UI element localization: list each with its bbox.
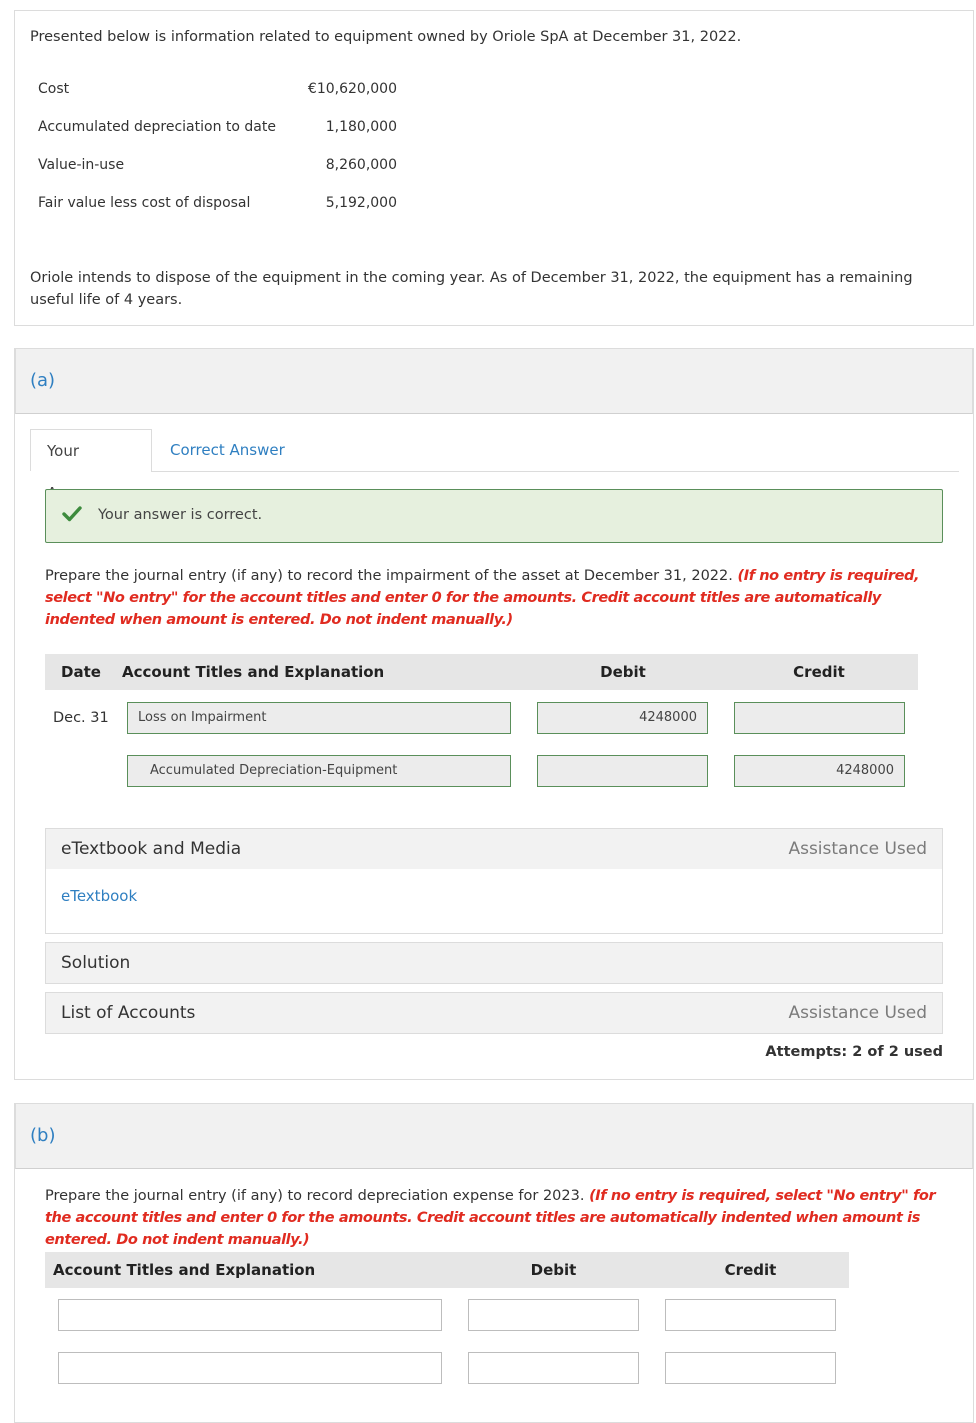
tab-correct-answer[interactable]: Correct Answer — [170, 441, 285, 459]
problem-statement-panel — [14, 10, 974, 326]
header-b-credit: Credit — [724, 1261, 777, 1279]
part-a-instruction — [45, 565, 940, 631]
part-b-header — [15, 1103, 973, 1169]
solution-title: Solution — [61, 953, 131, 973]
tab-your-answer[interactable]: Your — [30, 429, 152, 471]
credit-field-row-2[interactable]: 4248000 — [734, 755, 905, 787]
header-credit: Credit — [793, 663, 845, 681]
part-b-instruction — [45, 1185, 940, 1251]
header-account: Account Titles and Explanation — [122, 663, 385, 681]
debit-field-row-2[interactable] — [537, 755, 708, 787]
part-b-instruction-red: (If no entry is required, select "No entry" for the account titles and enter 0 for the amounts. Credit account titles are automatically indented when amount is entered. Do not indent manually.) — [45, 1188, 936, 1248]
row-label-accumulated-depreciation: Accumulated depreciation to date — [38, 119, 276, 135]
header-debit: Debit — [600, 663, 646, 681]
part-b-label: (b) — [30, 1125, 56, 1146]
row-label-value-in-use: Value-in-use — [38, 157, 125, 173]
part-a-instruction-red: (If no entry is required, select "No entry" for the account titles and enter 0 for the amounts. Credit account titles are automatically indented when amount is entered. Do not indent manually.) — [45, 568, 920, 628]
header-b-account: Account Titles and Explanation — [53, 1261, 316, 1279]
b-account-field-row-2[interactable] — [58, 1352, 442, 1384]
etextbook-accordion-body — [45, 869, 943, 934]
journal-table-header — [45, 654, 918, 690]
accounts-title: List of Accounts — [61, 1003, 196, 1023]
b-debit-field-row-2[interactable] — [468, 1352, 639, 1384]
part-b-instruction-text: Prepare the journal entry (if any) to record depreciation expense for 2023. — [45, 1188, 585, 1204]
etextbook-accordion-header[interactable] — [45, 828, 943, 870]
row-value-accumulated-depreciation: 1,180,000 — [325, 119, 397, 135]
attempts-counter: Attempts: 2 of 2 used — [765, 1044, 943, 1060]
b-debit-field-row-1[interactable] — [468, 1299, 639, 1331]
feedback-text: Your answer is correct. — [98, 507, 263, 523]
tab-bar-divider — [151, 471, 959, 472]
journal-table-b-header — [45, 1252, 849, 1288]
feedback-box — [45, 489, 943, 543]
b-account-field-row-1[interactable] — [58, 1299, 442, 1331]
checkmark-icon — [62, 505, 82, 523]
etextbook-link[interactable]: eTextbook — [61, 887, 138, 905]
account-field-row-2[interactable]: Accumulated Depreciation-Equipment — [127, 755, 511, 787]
journal-row-date: Dec. 31 — [53, 710, 109, 726]
row-value-fair-value: 5,192,000 — [325, 195, 397, 211]
credit-field-row-1[interactable] — [734, 702, 905, 734]
b-credit-field-row-2[interactable] — [665, 1352, 836, 1384]
problem-note: Oriole intends to dispose of the equipment in the coming year. As of December 31, 2022, the equipment has a remaining useful life of 4 years. — [30, 270, 913, 308]
part-a-instruction-text: Prepare the journal entry (if any) to record the impairment of the asset at December 31, 2022. — [45, 568, 733, 584]
row-label-fair-value: Fair value less cost of disposal — [38, 195, 251, 211]
row-value-value-in-use: 8,260,000 — [325, 157, 397, 173]
problem-heading: Presented below is information related to equipment owned by Oriole SpA at December 31, 2022. — [30, 29, 742, 45]
part-a-header — [15, 348, 973, 414]
header-date: Date — [61, 663, 101, 681]
account-field-row-1[interactable]: Loss on Impairment — [127, 702, 511, 734]
accounts-status: Assistance Used — [788, 1003, 927, 1023]
etextbook-status: Assistance Used — [788, 839, 927, 859]
b-credit-field-row-1[interactable] — [665, 1299, 836, 1331]
row-label-cost: Cost — [38, 81, 70, 97]
header-b-debit: Debit — [530, 1261, 577, 1279]
part-a-label: (a) — [30, 370, 56, 391]
row-value-cost: €10,620,000 — [307, 81, 397, 97]
debit-field-row-1[interactable]: 4248000 — [537, 702, 708, 734]
etextbook-title: eTextbook and Media — [61, 839, 242, 859]
accounts-accordion-header[interactable] — [45, 992, 943, 1034]
solution-accordion-header[interactable] — [45, 942, 943, 984]
